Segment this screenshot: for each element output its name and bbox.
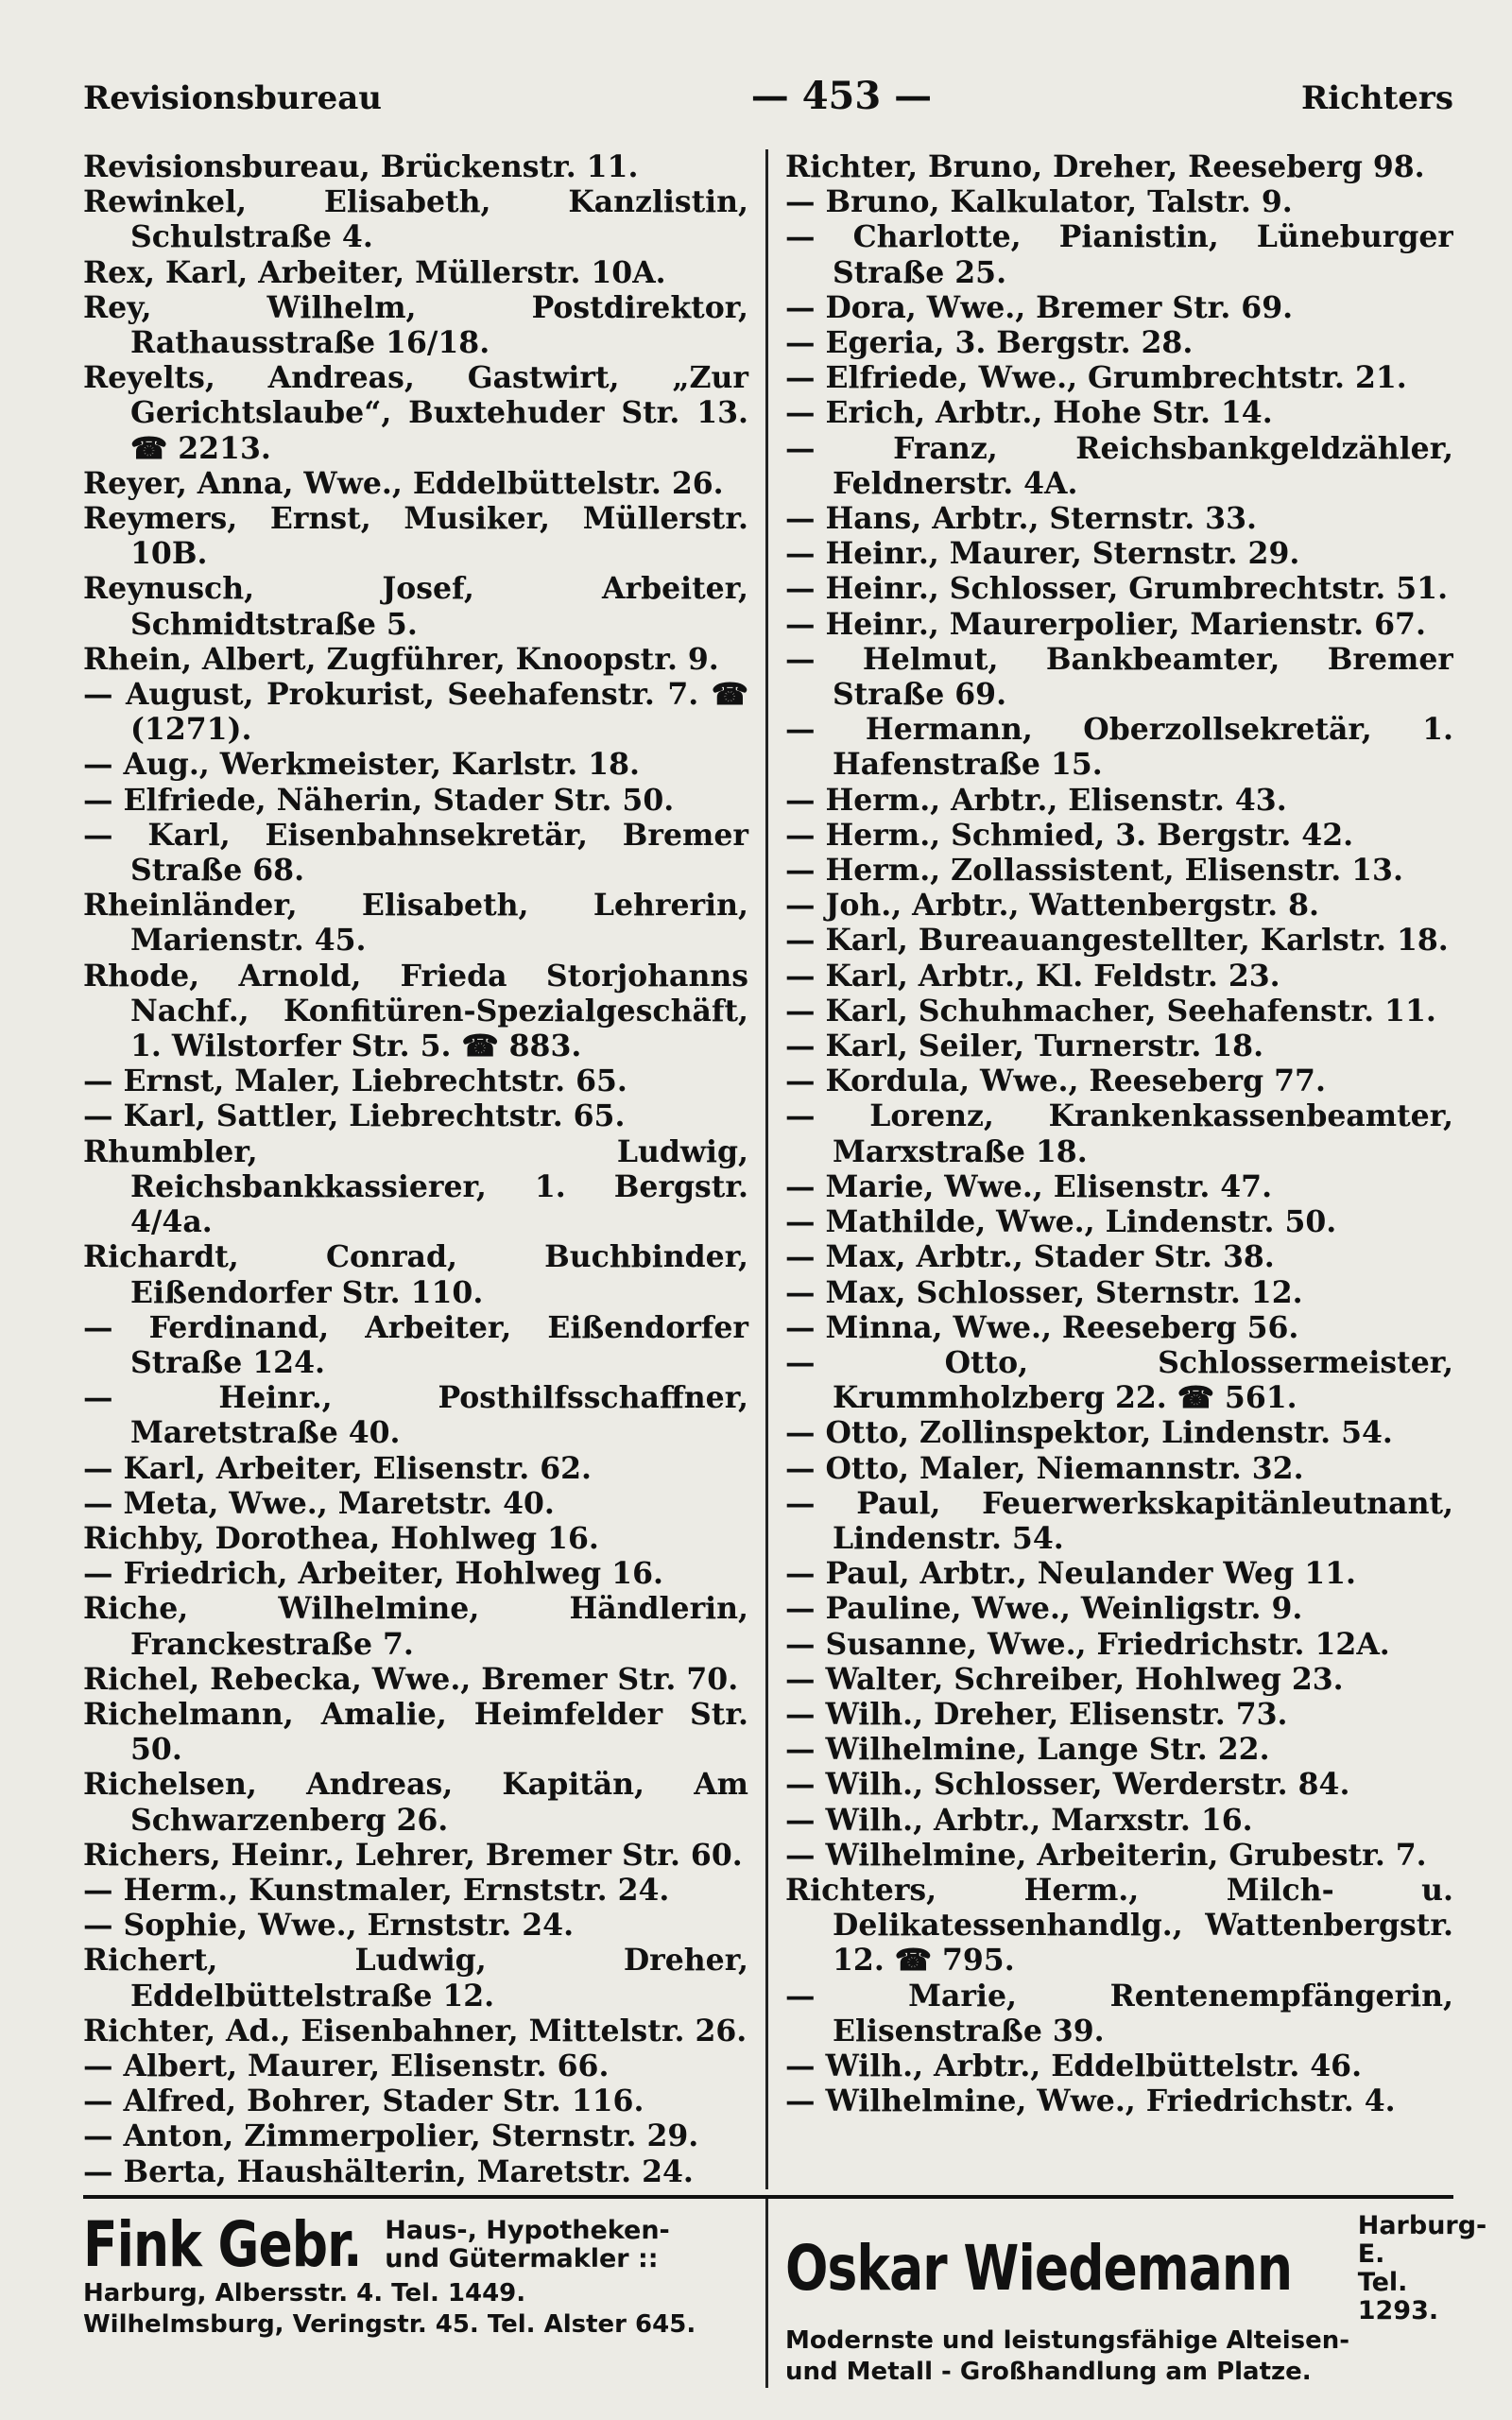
directory-entry: — Ferdinand, Arbeiter, Eißendorfer Straße 124. [83,1309,748,1380]
directory-entry: — Karl, Sattler, Liebrechtstr. 65. [83,1098,626,1134]
left-column [83,149,768,2189]
directory-entry: Richelsen, Andreas, Kapitän, Am Schwarzenberg 26. [83,1767,748,1838]
directory-entry: Reyelts, Andreas, Gastwirt, „Zur Gerichtslaube“, Buxtehuder Str. 13. ☎ 2213. [83,360,748,466]
directory-entry: — Herm., Kunstmaler, Ernststr. 24. [83,1872,670,1908]
ad-contact-line: Harburg-E. [1357,2211,1487,2269]
ad-address-line: Harburg, Albersstr. 4. Tel. 1449. [83,2279,526,2308]
directory-entry: Reymers, Ernst, Musiker, Müllerstr. 10B. [83,501,748,572]
directory-entry: — Otto, Zollinspektor, Lindenstr. 54. [785,1415,1393,1451]
directory-entry: Richel, Rebecka, Wwe., Bremer Str. 70. [83,1661,739,1697]
ad-contact-line: Tel. 1293. [1357,2268,1439,2325]
directory-entry: — Herm., Arbtr., Elisenstr. 43. [785,782,1287,818]
directory-entry: — Walter, Schreiber, Hohlweg 23. [785,1661,1344,1697]
directory-entry: — Hermann, Oberzollsekretär, 1. Hafenstraße 15. [785,712,1453,783]
advertisement-fink-gebr [83,2199,768,2388]
directory-entry: — Herm., Schmied, 3. Bergstr. 42. [785,817,1354,853]
directory-entry: Reyer, Anna, Wwe., Eddelbüttelstr. 26. [83,465,724,501]
ad-contact [1358,2212,1487,2325]
directory-entry: Richters, Herm., Milch- u. Delikatessenhandlg., Wattenbergstr. 12. ☎ 795. [785,1872,1453,1979]
directory-entry: Richert, Ludwig, Dreher, Eddelbüttelstraße 12. [83,1943,748,2014]
directory-entry: — Helmut, Bankbeamter, Bremer Straße 69. [785,641,1453,713]
directory-entry: — Friedrich, Arbeiter, Hohlweg 16. [83,1556,663,1592]
ad-description-line: und Metall - Großhandlung am Platze. [785,2358,1312,2386]
directory-entry: — Aug., Werkmeister, Karlstr. 18. [83,747,640,783]
ad-tagline [385,2217,669,2273]
directory-entry: — Bruno, Kalkulator, Talstr. 9. [785,184,1293,220]
directory-entry: — Heinr., Maurerpolier, Marienstr. 67. [785,606,1426,642]
directory-entry: Richter, Bruno, Dreher, Reeseberg 98. [785,149,1425,184]
directory-entry: — Heinr., Schlosser, Grumbrechtstr. 51. [785,571,1449,607]
directory-entry: Rhumbler, Ludwig, Reichsbankkassierer, 1. Bergstr. 4/4a. [83,1133,748,1240]
directory-entry: — Hans, Arbtr., Sternstr. 33. [785,501,1257,537]
directory-entry: — Meta, Wwe., Maretstr. 40. [83,1485,555,1521]
page-number: — 453 — [750,74,933,118]
directory-entry: Richardt, Conrad, Buchbinder, Eißendorfer Str. 110. [83,1239,748,1310]
directory-entry: Revisionsbureau, Brückenstr. 11. [83,149,639,184]
directory-entry: Richelmann, Amalie, Heimfelder Str. 50. [83,1696,748,1768]
directory-entry: — Otto, Maler, Niemannstr. 32. [785,1450,1304,1486]
running-header [83,74,1453,136]
directory-entry: Reynusch, Josef, Arbeiter, Schmidtstraße 5. [83,571,748,642]
directory-entry: — Kordula, Wwe., Reeseberg 77. [785,1063,1326,1099]
directory-entry: — Minna, Wwe., Reeseberg 56. [785,1309,1299,1345]
directory-entry: Rhode, Arnold, Frieda Storjohanns Nachf., Konfitüren-Spezialgeschäft, 1. Wilstorfer Str. 5. ☎ 883. [83,958,748,1064]
directory-entry: — Susanne, Wwe., Friedrichstr. 12A. [785,1626,1390,1662]
advertisement-strip [83,2195,1487,2388]
ad-address-line: Wilhelmsburg, Veringstr. 45. Tel. Alster 645. [83,2310,696,2339]
directory-entry: — Karl, Schuhmacher, Seehafenstr. 11. [785,993,1436,1028]
directory-entry: — Joh., Arbtr., Wattenbergstr. 8. [785,888,1319,924]
directory-entry: — Marie, Wwe., Elisenstr. 47. [785,1168,1273,1204]
directory-entry: — Wilh., Arbtr., Eddelbüttelstr. 46. [785,2048,1363,2083]
directory-entry: — Wilh., Arbtr., Marxstr. 16. [785,1802,1253,1838]
directory-entry: Rex, Karl, Arbeiter, Müllerstr. 10A. [83,254,666,290]
directory-entry: — Mathilde, Wwe., Lindenstr. 50. [785,1204,1337,1240]
directory-entry: — August, Prokurist, Seehafenstr. 7. ☎ (1271). [83,677,748,748]
directory-entry: — Karl, Arbtr., Kl. Feldstr. 23. [785,958,1280,994]
ad-company-name: Oskar Wiedemann [785,2232,1293,2305]
directory-entry: — Elfriede, Wwe., Grumbrechtstr. 21. [785,360,1407,396]
directory-entry: Rewinkel, Elisabeth, Kanzlistin, Schulstraße 4. [83,184,748,255]
directory-entry: — Karl, Bureauangestellter, Karlstr. 18. [785,923,1449,959]
directory-entry: — Franz, Reichsbankgeldzähler, Feldnerstr. 4A. [785,430,1453,501]
directory-entry: — Max, Schlosser, Sternstr. 12. [785,1274,1303,1310]
ad-company-name: Fink Gebr. [83,2208,362,2281]
directory-entry: Rey, Wilhelm, Postdirektor, Rathausstraße 16/18. [83,289,748,361]
directory-entry: — Max, Arbtr., Stader Str. 38. [785,1239,1275,1275]
directory-entry: — Karl, Arbeiter, Elisenstr. 62. [83,1450,592,1486]
directory-entry: — Berta, Haushälterin, Maretstr. 24. [83,2153,694,2189]
directory-entry: Richers, Heinr., Lehrer, Bremer Str. 60. [83,1837,743,1873]
directory-entry: — Heinr., Posthilfsschaffner, Maretstraße 40. [83,1380,748,1451]
directory-entry: Rhein, Albert, Zugführer, Knoopstr. 9. [83,641,719,677]
directory-entry: — Karl, Eisenbahnsekretär, Bremer Straße 68. [83,817,748,889]
right-column [768,149,1453,2189]
directory-entry: — Ernst, Maler, Liebrechtstr. 65. [83,1063,627,1099]
directory-entry: Richby, Dorothea, Hohlweg 16. [83,1520,599,1556]
directory-columns [83,149,1453,2189]
directory-entry: — Elfriede, Näherin, Stader Str. 50. [83,782,675,818]
ad-tagline-line: und Gütermakler :: [385,2244,659,2273]
directory-entry: — Wilhelmine, Arbeiterin, Grubestr. 7. [785,1837,1427,1873]
directory-entry: — Dora, Wwe., Bremer Str. 69. [785,289,1294,325]
directory-entry: — Alfred, Bohrer, Stader Str. 116. [83,2083,644,2119]
directory-entry: — Wilhelmine, Wwe., Friedrichstr. 4. [785,2083,1396,2119]
directory-entry: — Egeria, 3. Bergstr. 28. [785,325,1194,361]
directory-entry: — Pauline, Wwe., Weinligstr. 9. [785,1591,1303,1627]
directory-entry: — Erich, Arbtr., Hohe Str. 14. [785,395,1273,431]
ad-tagline-line: Haus-, Hypotheken- [385,2216,670,2245]
directory-entry: — Anton, Zimmerpolier, Sternstr. 29. [83,2118,699,2154]
directory-entry: Richter, Ad., Eisenbahner, Mittelstr. 26. [83,2013,747,2048]
directory-entry: Rheinländer, Elisabeth, Lehrerin, Marienstr. 45. [83,888,748,959]
directory-entry: — Lorenz, Krankenkassenbeamter, Marxstraße 18. [785,1098,1453,1169]
directory-entry: — Wilh., Schlosser, Werderstr. 84. [785,1767,1350,1803]
directory-entry: — Karl, Seiler, Turnerstr. 18. [785,1028,1264,1064]
directory-entry: — Heinr., Maurer, Sternstr. 29. [785,536,1300,572]
directory-entry: Riche, Wilhelmine, Händlerin, Franckestraße 7. [83,1591,748,1662]
directory-entry: — Paul, Arbtr., Neulander Weg 11. [785,1556,1357,1592]
header-left-keyword: Revisionsbureau [83,79,382,117]
directory-entry: — Albert, Maurer, Elisenstr. 66. [83,2048,610,2083]
header-right-keyword: Richters [1301,79,1453,117]
directory-entry: — Sophie, Wwe., Ernststr. 24. [83,1908,575,1944]
advertisement-oskar-wiedemann [768,2199,1487,2388]
directory-entry: — Paul, Feuerwerkskapitänleutnant, Lindenstr. 54. [785,1485,1453,1556]
directory-entry: — Wilhelmine, Lange Str. 22. [785,1732,1270,1768]
directory-entry: — Herm., Zollassistent, Elisenstr. 13. [785,853,1403,889]
ad-description-line: Modernste und leistungsfähige Alteisen- [785,2326,1350,2355]
directory-entry: — Marie, Rentenempfängerin, Elisenstraße 39. [785,1978,1453,2048]
directory-entry: — Charlotte, Pianistin, Lüneburger Straße 25. [785,219,1453,290]
directory-entry: — Wilh., Dreher, Elisenstr. 73. [785,1696,1288,1732]
directory-entry: — Otto, Schlossermeister, Krummholzberg 22. ☎ 561. [785,1344,1453,1416]
